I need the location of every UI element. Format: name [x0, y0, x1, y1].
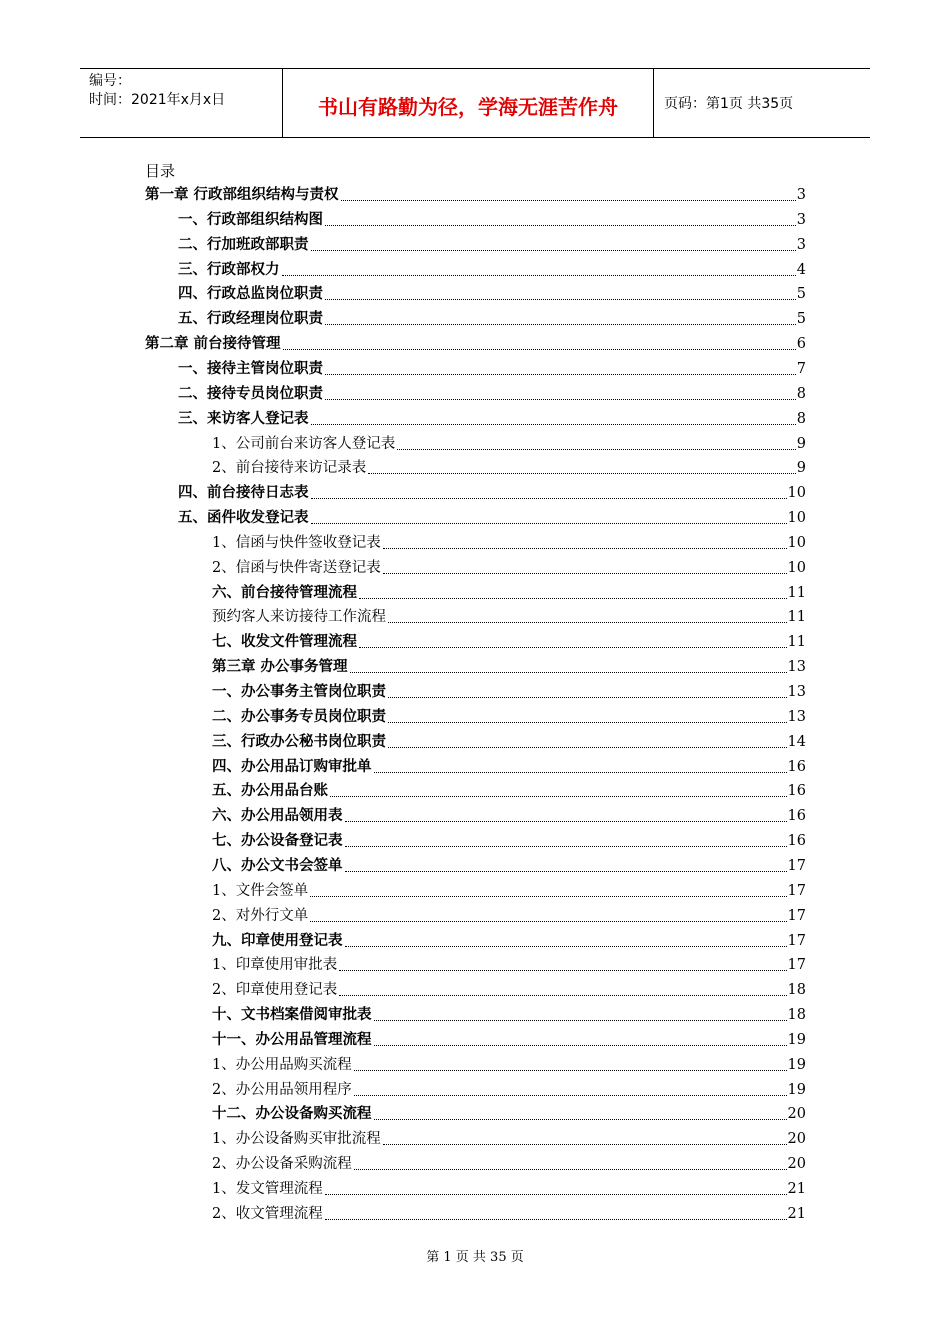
toc-entry[interactable] — [212, 978, 806, 1000]
header-motto: 书山有路勤为径，学海无涯苦作舟 — [318, 94, 618, 119]
toc-entry-page: 13 — [787, 684, 806, 700]
toc-entry-page: 9 — [796, 460, 806, 476]
toc-leader-dots — [325, 225, 796, 226]
toc-entry-label: 五、行政经理岗位职责 — [178, 311, 323, 327]
header-page-info: 页码：第1页 共35页 — [664, 96, 794, 112]
toc-entry[interactable] — [212, 655, 806, 677]
toc-entry-page: 17 — [787, 883, 806, 899]
toc-entry-label: 四、行政总监岗位职责 — [178, 286, 323, 302]
toc-entry-page: 17 — [787, 858, 806, 874]
toc-leader-dots — [354, 1070, 787, 1071]
toc-entry-label: 七、收发文件管理流程 — [212, 634, 357, 650]
toc-leader-dots — [345, 821, 787, 822]
toc-leader-dots — [283, 349, 796, 350]
toc-entry-label: 八、办公文书会签单 — [212, 858, 343, 874]
toc-entry-label: 2、前台接待来访记录表 — [212, 460, 367, 476]
toc-entry-page: 17 — [787, 957, 806, 973]
toc-entry-page: 5 — [796, 286, 806, 302]
toc-entry[interactable] — [145, 183, 806, 205]
toc-entry-page: 6 — [796, 336, 806, 352]
toc-entry-page: 11 — [787, 609, 806, 625]
toc-leader-dots — [374, 1119, 787, 1120]
toc-entry[interactable] — [178, 208, 806, 230]
toc-entry-label: 一、行政部组织结构图 — [178, 212, 323, 228]
toc-leader-dots — [359, 598, 787, 599]
toc-leader-dots — [325, 374, 796, 375]
toc-entry[interactable] — [178, 307, 806, 329]
toc-entry[interactable] — [212, 929, 806, 951]
toc-leader-dots — [359, 647, 787, 648]
toc-entry-label: 预约客人来访接待工作流程 — [212, 609, 386, 625]
toc-entry-label: 六、前台接待管理流程 — [212, 585, 357, 601]
toc-entry[interactable] — [145, 332, 806, 354]
toc-entry-label: 2、办公用品领用程序 — [212, 1082, 352, 1098]
toc-entry-page: 21 — [787, 1181, 806, 1197]
header-meta — [80, 69, 282, 137]
toc-entry-page: 20 — [787, 1156, 806, 1172]
toc-entry-label: 三、行政办公秘书岗位职责 — [212, 734, 386, 750]
toc-entry-label: 1、公司前台来访客人登记表 — [212, 436, 396, 452]
toc-entry[interactable] — [212, 730, 806, 752]
toc-entry-label: 四、办公用品订购审批单 — [212, 759, 372, 775]
toc-entry-label: 1、印章使用审批表 — [212, 957, 338, 973]
toc-entry-label: 第一章 行政部组织结构与责权 — [145, 187, 339, 203]
toc-leader-dots — [311, 424, 796, 425]
toc-entry-page: 10 — [787, 560, 806, 576]
toc-entry[interactable] — [212, 1003, 806, 1025]
toc-entry-page: 19 — [787, 1082, 806, 1098]
toc-entry-label: 一、办公事务主管岗位职责 — [212, 684, 386, 700]
toc-entry[interactable] — [178, 282, 806, 304]
toc-entry[interactable] — [178, 481, 806, 503]
toc-entry-label: 2、印章使用登记表 — [212, 982, 338, 998]
toc-entry-page: 3 — [796, 187, 806, 203]
toc-entry-label: 1、文件会签单 — [212, 883, 309, 899]
toc-entry-label: 九、印章使用登记表 — [212, 933, 343, 949]
toc-entry-page: 13 — [787, 709, 806, 725]
toc-leader-dots — [339, 995, 786, 996]
toc-entry[interactable] — [178, 506, 806, 528]
toc-leader-dots — [311, 523, 787, 524]
toc-entry[interactable] — [178, 382, 806, 404]
toc-entry[interactable] — [212, 531, 806, 553]
header-motto-cell — [282, 69, 654, 137]
toc-leader-dots — [345, 871, 787, 872]
toc-entry[interactable] — [212, 581, 806, 603]
toc-entry-label: 1、办公设备购买审批流程 — [212, 1131, 381, 1147]
toc-entry-page: 4 — [796, 262, 806, 278]
toc-entry-page: 10 — [787, 485, 806, 501]
page-footer: 第 1 页 共 35 页 — [426, 1250, 524, 1265]
toc-entry-label: 1、发文管理流程 — [212, 1181, 323, 1197]
toc-entry-page: 19 — [787, 1032, 806, 1048]
toc-leader-dots — [325, 399, 796, 400]
toc-entry-label: 第三章 办公事务管理 — [212, 659, 348, 675]
toc-entry-label: 十、文书档案借阅审批表 — [212, 1007, 372, 1023]
toc-entry-label: 2、对外行文单 — [212, 908, 309, 924]
toc-entry-page: 18 — [787, 982, 806, 998]
toc-entry-page: 11 — [787, 585, 806, 601]
toc-entry-page: 13 — [787, 659, 806, 675]
toc-entry[interactable] — [212, 904, 806, 926]
toc-entry[interactable] — [212, 1127, 806, 1149]
toc-leader-dots — [354, 1095, 787, 1096]
toc-leader-dots — [397, 449, 796, 450]
toc-entry-page: 16 — [787, 808, 806, 824]
toc-entry-label: 二、办公事务专员岗位职责 — [212, 709, 386, 725]
toc-leader-dots — [325, 299, 796, 300]
toc-leader-dots — [388, 747, 787, 748]
toc-leader-dots — [339, 970, 786, 971]
toc-entry-label: 十二、办公设备购买流程 — [212, 1106, 372, 1122]
document-number-label: 编号： — [89, 73, 131, 89]
toc-entry-label: 七、办公设备登记表 — [212, 833, 343, 849]
toc-entry[interactable] — [178, 258, 806, 280]
toc-entry[interactable] — [212, 829, 806, 851]
toc-entry-page: 14 — [787, 734, 806, 750]
document-date-label: 时间：2021年x月x日 — [89, 92, 226, 108]
toc-entry-label: 2、收文管理流程 — [212, 1206, 323, 1222]
toc-leader-dots — [311, 250, 796, 251]
toc-entry-page: 18 — [787, 1007, 806, 1023]
toc-entry[interactable] — [212, 705, 806, 727]
toc-leader-dots — [374, 772, 787, 773]
toc-entry-label: 二、行加班政部职责 — [178, 237, 309, 253]
toc-entry[interactable] — [212, 456, 806, 478]
toc-entry[interactable] — [212, 755, 806, 777]
toc-entry[interactable] — [212, 432, 806, 454]
toc-entry-label: 十一、办公用品管理流程 — [212, 1032, 372, 1048]
toc-entry-label: 五、函件收发登记表 — [178, 510, 309, 526]
toc-entry-label: 三、行政部权力 — [178, 262, 280, 278]
toc-entry-page: 19 — [787, 1057, 806, 1073]
toc-entry[interactable] — [212, 1028, 806, 1050]
toc-entry-page: 10 — [787, 535, 806, 551]
toc-entry-page: 20 — [787, 1106, 806, 1122]
toc-entry-page: 8 — [796, 411, 806, 427]
toc-entry[interactable] — [212, 1053, 806, 1075]
toc-entry-page: 9 — [796, 436, 806, 452]
toc-leader-dots — [388, 622, 787, 623]
toc-entry-page: 20 — [787, 1131, 806, 1147]
toc-entry-page: 11 — [787, 634, 806, 650]
toc-entry[interactable] — [212, 680, 806, 702]
toc-leader-dots — [388, 722, 787, 723]
toc-entry-page: 3 — [796, 212, 806, 228]
toc-entry[interactable] — [212, 556, 806, 578]
toc-entry[interactable] — [212, 1202, 806, 1224]
toc-leader-dots — [325, 324, 796, 325]
toc-entry[interactable] — [212, 779, 806, 801]
toc-entry[interactable] — [178, 407, 806, 429]
toc-entry-label: 1、信函与快件签收登记表 — [212, 535, 381, 551]
toc-entry-label: 三、来访客人登记表 — [178, 411, 309, 427]
toc-entry[interactable] — [212, 630, 806, 652]
toc-entry[interactable] — [178, 233, 806, 255]
toc-entry-page: 17 — [787, 933, 806, 949]
header-page-info-cell — [654, 69, 870, 137]
toc-entry-page: 8 — [796, 386, 806, 402]
toc-entry[interactable] — [212, 605, 806, 627]
toc-leader-dots — [383, 548, 787, 549]
toc-entry-label: 二、接待专员岗位职责 — [178, 386, 323, 402]
toc-entry[interactable] — [212, 1102, 806, 1124]
toc-leader-dots — [310, 896, 786, 897]
toc-entry-label: 五、办公用品台账 — [212, 783, 328, 799]
toc-entry-page: 16 — [787, 833, 806, 849]
toc-entry-label: 六、办公用品领用表 — [212, 808, 343, 824]
toc-leader-dots — [383, 1144, 787, 1145]
toc-leader-dots — [330, 796, 787, 797]
toc-leader-dots — [325, 1194, 787, 1195]
toc-entry-page: 5 — [796, 311, 806, 327]
toc-leader-dots — [388, 697, 787, 698]
toc-entry[interactable] — [212, 1177, 806, 1199]
toc-leader-dots — [341, 200, 796, 201]
toc-leader-dots — [311, 498, 787, 499]
toc-leader-dots — [374, 1045, 787, 1046]
toc-entry-page: 16 — [787, 759, 806, 775]
toc-leader-dots — [345, 846, 787, 847]
toc-entry-label: 第二章 前台接待管理 — [145, 336, 281, 352]
toc-entry[interactable] — [212, 804, 806, 826]
toc-entry[interactable] — [212, 1152, 806, 1174]
toc-leader-dots — [368, 473, 796, 474]
toc-leader-dots — [310, 921, 786, 922]
toc-leader-dots — [383, 573, 787, 574]
toc-leader-dots — [350, 672, 787, 673]
toc-entry-label: 2、信函与快件寄送登记表 — [212, 560, 381, 576]
toc-entry-page: 16 — [787, 783, 806, 799]
toc-entry[interactable] — [212, 879, 806, 901]
toc-entry[interactable] — [212, 953, 806, 975]
toc-leader-dots — [354, 1169, 787, 1170]
toc-entry-page: 10 — [787, 510, 806, 526]
toc-entry-label: 四、前台接待日志表 — [178, 485, 309, 501]
toc-entry-page: 7 — [796, 361, 806, 377]
toc-leader-dots — [345, 946, 787, 947]
page-header — [80, 68, 870, 138]
toc-leader-dots — [325, 1219, 787, 1220]
toc-entry-label: 1、办公用品购买流程 — [212, 1057, 352, 1073]
toc-entry-page: 21 — [787, 1206, 806, 1222]
toc-entry[interactable] — [178, 357, 806, 379]
toc-title: 目录 — [145, 162, 176, 180]
toc-entry-label: 一、接待主管岗位职责 — [178, 361, 323, 377]
toc-entry-page: 17 — [787, 908, 806, 924]
toc-entry[interactable] — [212, 854, 806, 876]
toc-entry[interactable] — [212, 1078, 806, 1100]
toc-entry-page: 3 — [796, 237, 806, 253]
toc-entry-label: 2、办公设备采购流程 — [212, 1156, 352, 1172]
toc-leader-dots — [374, 1020, 787, 1021]
toc-leader-dots — [282, 275, 796, 276]
